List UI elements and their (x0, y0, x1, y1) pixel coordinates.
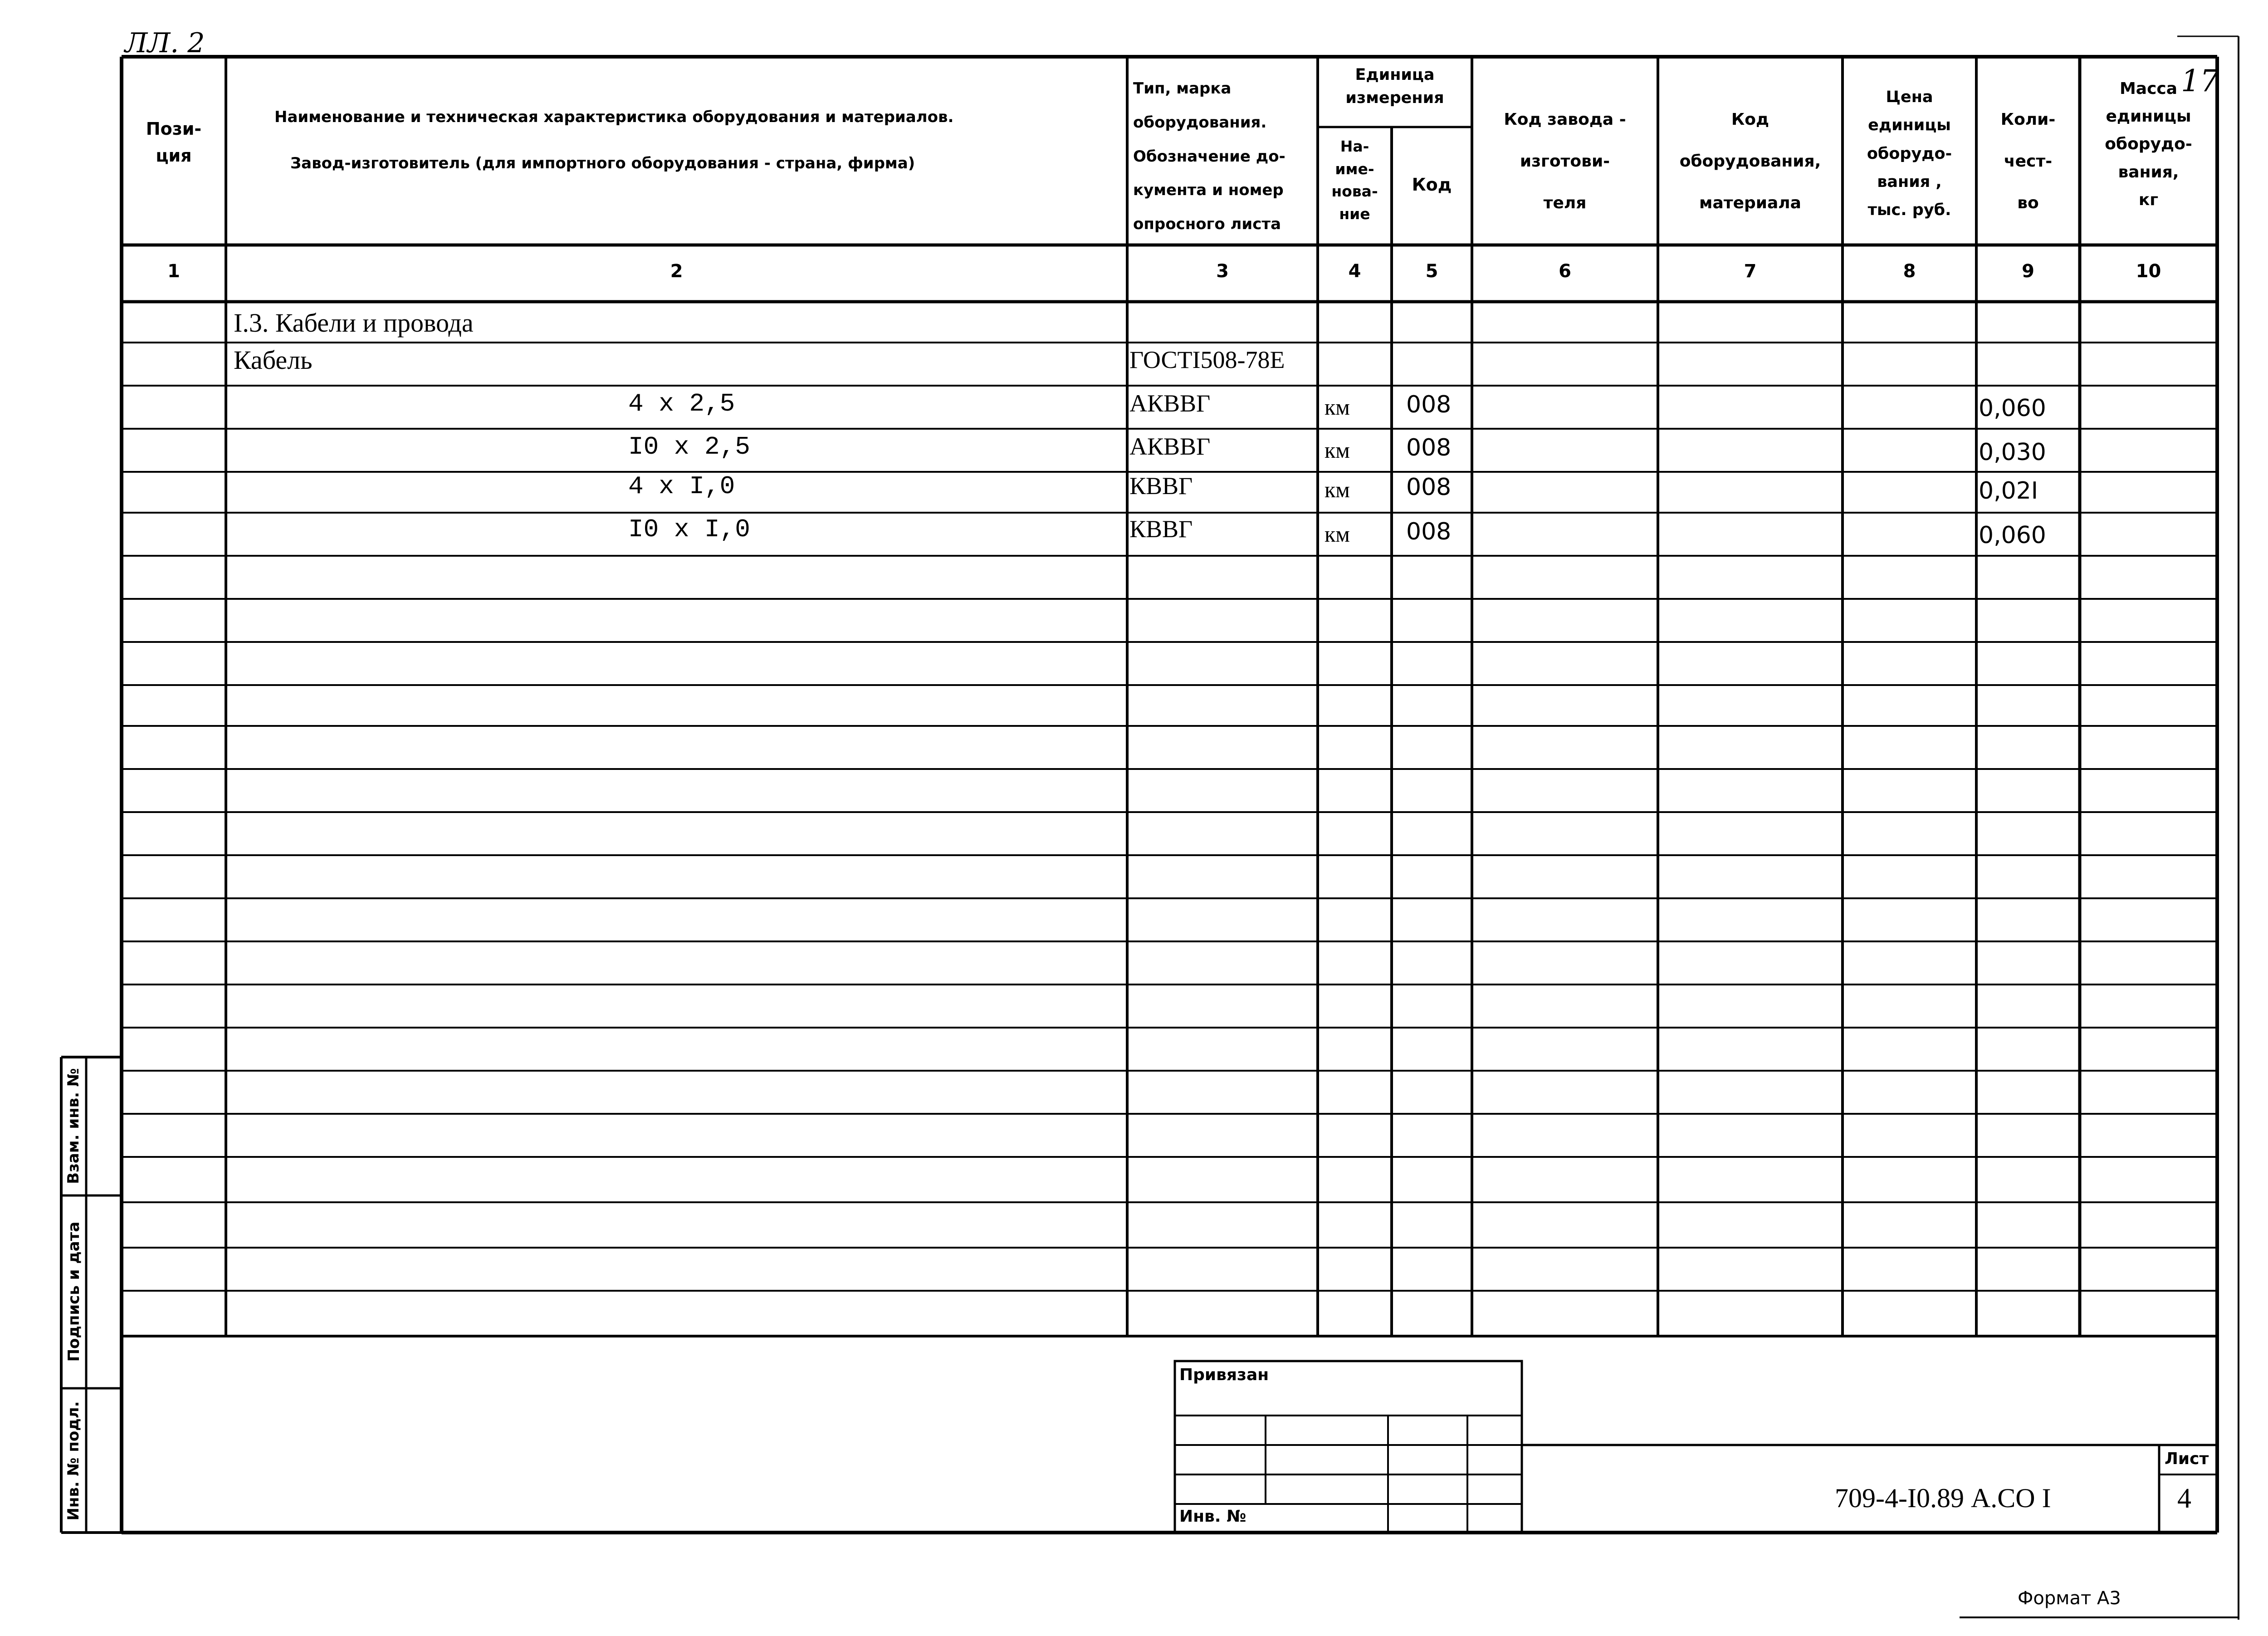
stamp-inventory-label: Инв. № (1179, 1507, 1246, 1526)
side-stamp-original-inventory: Инв. № подл. (64, 1401, 83, 1521)
column-number: 5 (1425, 261, 1438, 282)
item-type: АКВВГ (1129, 433, 1211, 460)
item-type: ГОСТI508-78Е (1129, 346, 1285, 373)
header-quantity: Коли- чест- во (2000, 110, 2056, 212)
header-name-line1: Наименование и техническая характеристика оборудования и материалов. (274, 108, 954, 126)
column-number: 3 (1216, 261, 1229, 282)
column-number: 6 (1559, 261, 1571, 282)
item-name: I0 x I,0 (628, 515, 750, 544)
column-number: 1 (167, 261, 180, 282)
item-unit: км (1325, 521, 1350, 547)
side-stamp-signature-date: Подпись и дата (65, 1221, 83, 1362)
item-unit-code: 008 (1406, 518, 1452, 545)
item-quantity: 0,030 (1979, 439, 2046, 466)
item-unit-code: 008 (1406, 474, 1452, 501)
paper-format: Формат А3 (2018, 1588, 2121, 1609)
item-quantity: 0,060 (1979, 395, 2046, 422)
item-name: 4 x I,0 (628, 472, 735, 501)
document-code: 709-4-I0.89 А.СО I (1835, 1483, 2051, 1513)
item-type: КВВГ (1129, 515, 1193, 543)
header-unit-group: Единица измерения (1345, 66, 1444, 107)
header-unit-code: Код (1412, 175, 1452, 195)
column-number: 10 (2136, 261, 2161, 282)
section-heading: I.3. Кабели и провода (234, 308, 474, 338)
header-mass: Масса единицы оборудо- вания, кг (2105, 79, 2192, 209)
item-quantity: 0,02I (1979, 477, 2038, 505)
column-number: 2 (670, 261, 683, 282)
item-name: Кабель (234, 345, 313, 375)
item-unit-code: 008 (1406, 434, 1452, 461)
header-plant-code: Код завода - изготови- теля (1504, 110, 1626, 212)
item-unit: км (1325, 477, 1350, 502)
sheet-number: 4 (2177, 1483, 2191, 1514)
item-unit: км (1325, 394, 1350, 420)
column-number: 8 (1903, 261, 1916, 282)
corner-mark: ЛЛ. 2 (125, 27, 205, 59)
item-type: АКВВГ (1129, 390, 1211, 417)
side-stamp-replacement-inventory: Взам. инв. № (64, 1068, 83, 1184)
header-type: Тип, марка оборудования. Обозначение до- кумента и номер опросного листа (1133, 79, 1286, 234)
item-name: I0 x 2,5 (628, 432, 750, 461)
header-price: Цена единицы оборудо- вания , тыс. руб. (1867, 88, 1952, 220)
column-number: 7 (1744, 261, 1757, 282)
column-number: 4 (1348, 261, 1361, 282)
header-unit-name: На- име- нова- ние (1331, 137, 1378, 223)
item-unit-code: 008 (1406, 391, 1452, 418)
sheet-label: Лист (2165, 1450, 2209, 1468)
handwritten-page-number: 17 (2181, 64, 2219, 98)
header-name-line2: Завод-изготовитель (для импортного оборудования - страна, фирма) (290, 154, 915, 172)
stamp-linked-label: Привязан (1179, 1366, 1269, 1384)
column-number: 9 (2022, 261, 2034, 282)
item-quantity: 0,060 (1979, 522, 2046, 549)
header-position: Пози- ция (146, 119, 202, 166)
item-name: 4 x 2,5 (628, 389, 735, 418)
item-type: КВВГ (1129, 472, 1193, 500)
header-equipment-code: Код оборудования, материала (1679, 110, 1821, 212)
item-unit: км (1325, 437, 1350, 463)
